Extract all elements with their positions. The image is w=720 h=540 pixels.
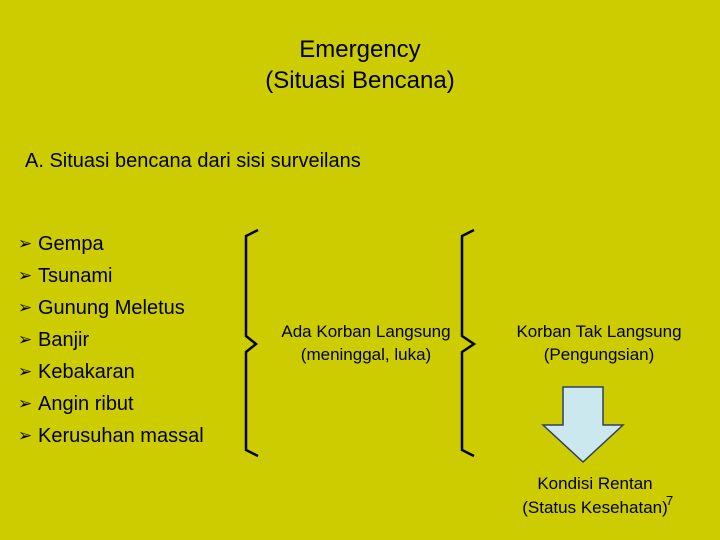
indirect-victims-label: [493, 320, 705, 366]
list-item-label: Gempa: [38, 233, 104, 255]
vulnerable-line-2: (Status Kesehatan): [522, 498, 668, 517]
arrow-bullet-icon: ➢: [18, 234, 33, 253]
section-heading: A. Situasi bencana dari sisi surveilans: [25, 150, 361, 172]
arrow-bullet-icon: ➢: [18, 298, 33, 317]
title-line-1: Emergency: [299, 36, 421, 63]
direct-victims-label: [262, 320, 470, 366]
vulnerable-line-1: Kondisi Rentan: [537, 474, 653, 493]
direct-victims-line-1: Ada Korban Langsung: [281, 322, 451, 341]
indirect-victims-line-2: (Pengungsian): [543, 345, 655, 364]
title-line-2: (Situasi Bencana): [265, 67, 455, 94]
list-item-label: Tsunami: [38, 265, 113, 287]
arrow-bullet-icon: ➢: [18, 330, 33, 349]
arrow-bullet-icon: ➢: [18, 426, 33, 445]
indirect-victims-line-1: Korban Tak Langsung: [516, 322, 682, 341]
vulnerable-condition-label: [500, 472, 690, 520]
list-item-label: Kerusuhan massal: [38, 425, 204, 447]
left-brace-icon: [246, 230, 258, 456]
direct-victims-line-2: (meninggal, luka): [300, 345, 432, 364]
down-arrow-icon: [541, 385, 625, 465]
list-item-label: Angin ribut: [38, 393, 134, 415]
list-item-label: Banjir: [38, 329, 90, 351]
list-item-label: Gunung Meletus: [38, 297, 185, 319]
page-number: 7: [666, 493, 674, 508]
arrow-bullet-icon: ➢: [18, 362, 33, 381]
list-item-label: Kebakaran: [38, 361, 135, 383]
arrow-bullet-icon: ➢: [18, 266, 33, 285]
arrow-bullet-icon: ➢: [18, 394, 33, 413]
